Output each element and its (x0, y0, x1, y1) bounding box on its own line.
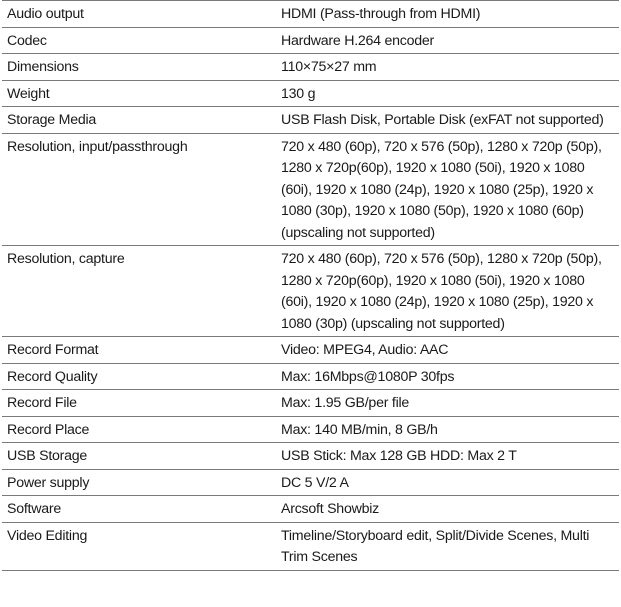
spec-value: Hardware H.264 encoder (281, 27, 619, 54)
spec-row-record-quality (2, 363, 619, 390)
spec-label: Record Format (2, 337, 281, 364)
spec-row-weight (2, 80, 619, 107)
spec-value: USB Flash Disk, Portable Disk (exFAT not supported) (281, 107, 619, 134)
spec-row-storage-media (2, 107, 619, 134)
specifications-table (2, 0, 619, 571)
spec-value: Max: 1.95 GB/per file (281, 390, 619, 417)
spec-value: HDMI (Pass-through from HDMI) (281, 1, 619, 28)
spec-row-record-file (2, 390, 619, 417)
spec-label: USB Storage (2, 443, 281, 470)
spec-value: Video: MPEG4, Audio: AAC (281, 337, 619, 364)
spec-row-usb-storage (2, 443, 619, 470)
spec-label: Resolution, capture (2, 246, 281, 337)
spec-value: USB Stick: Max 128 GB HDD: Max 2 T (281, 443, 619, 470)
spec-row-resolution-capture (2, 246, 619, 337)
spec-row-codec (2, 27, 619, 54)
spec-label: Weight (2, 80, 281, 107)
spec-value: Max: 140 MB/min, 8 GB/h (281, 416, 619, 443)
spec-value: Timeline/Storyboard edit, Split/Divide Scenes, Multi Trim Scenes (281, 522, 619, 570)
spec-row-dimensions (2, 54, 619, 81)
spec-value: 720 x 480 (60p), 720 x 576 (50p), 1280 x 720p (50p), 1280 x 720p(60p), 1920 x 1080 (50i), 1920 x 1080 (60i), 1920 x 1080 (24p), 1920 x 1080 (25p), 1920 x 1080 (30p) (upscaling not supported) (281, 246, 619, 337)
spec-label: Resolution, input/passthrough (2, 133, 281, 246)
spec-label: Storage Media (2, 107, 281, 134)
spec-label: Codec (2, 27, 281, 54)
spec-row-video-editing (2, 522, 619, 570)
spec-label: Audio output (2, 1, 281, 28)
spec-value: 130 g (281, 80, 619, 107)
spec-label: Record Quality (2, 363, 281, 390)
spec-label: Record File (2, 390, 281, 417)
spec-value: 720 x 480 (60p), 720 x 576 (50p), 1280 x 720p (50p), 1280 x 720p(60p), 1920 x 1080 (50i), 1920 x 1080 (60i), 1920 x 1080 (24p), 1920 x 1080 (25p), 1920 x 1080 (30p), 1920 x 1080 (50p), 1920 x 1080 (60p) (upscaling not supported) (281, 133, 619, 246)
spec-label: Record Place (2, 416, 281, 443)
spec-row-record-place (2, 416, 619, 443)
spec-label: Power supply (2, 469, 281, 496)
spec-value: 110×75×27 mm (281, 54, 619, 81)
spec-row-software (2, 496, 619, 523)
spec-row-audio-output (2, 1, 619, 28)
spec-row-record-format (2, 337, 619, 364)
spec-label: Video Editing (2, 522, 281, 570)
spec-value: DC 5 V/2 A (281, 469, 619, 496)
spec-row-resolution-input (2, 133, 619, 246)
spec-label: Dimensions (2, 54, 281, 81)
spec-row-power-supply (2, 469, 619, 496)
spec-value: Arcsoft Showbiz (281, 496, 619, 523)
spec-value: Max: 16Mbps@1080P 30fps (281, 363, 619, 390)
spec-label: Software (2, 496, 281, 523)
